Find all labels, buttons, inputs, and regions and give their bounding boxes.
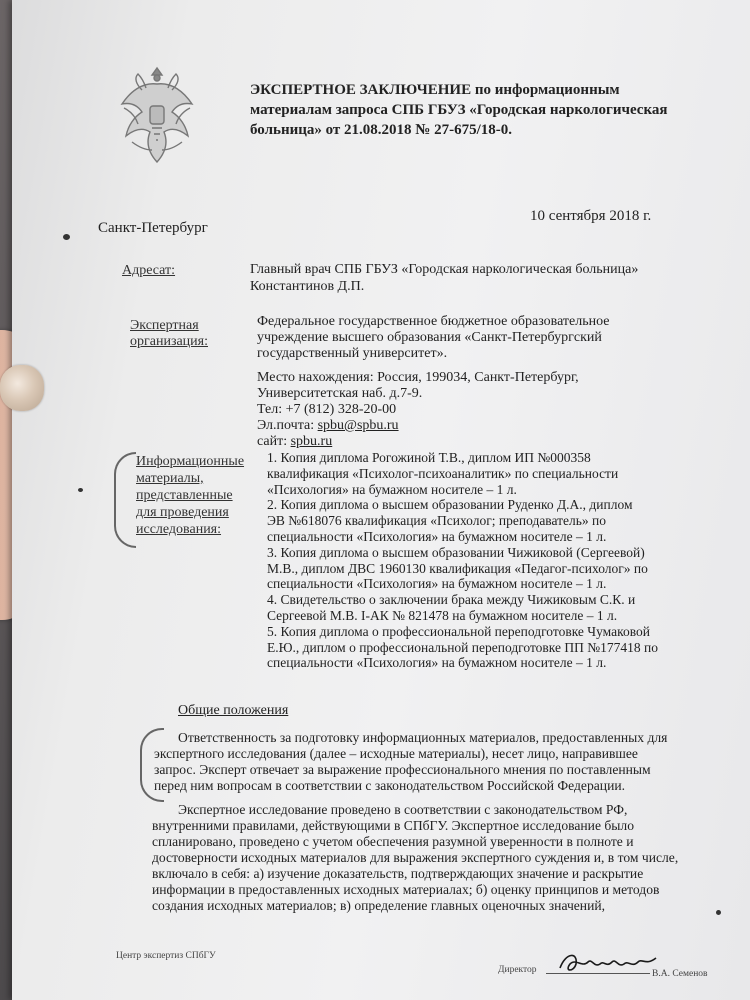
date: 10 сентября 2018 г. <box>530 208 652 224</box>
materials-line: 1. Копия диплома Рогожиной Т.В., диплом ИП №000358 <box>267 450 591 465</box>
organization-phone: Тел: +7 (812) 328-20-00 <box>257 402 397 417</box>
materials-line: квалификация «Психолог-психоаналитик» по специальности <box>267 465 619 481</box>
organization-line2: учреждение высшего образования «Санкт-Петербургский <box>257 330 602 345</box>
para1-line: перед ним вопросам в соответствии с законодательством Российской Федерации. <box>154 778 626 793</box>
title-line3: больница» от 21.08.2018 № 27-675/18-0. <box>250 122 513 138</box>
footer-director-label: Директор <box>498 965 537 975</box>
pencil-bracket-materials <box>114 452 136 548</box>
organization-address-line1: Место нахождения: Россия, 199034, Санкт-Петербург, <box>257 370 579 385</box>
site-label: сайт: <box>257 434 291 449</box>
place: Санкт-Петербург <box>98 220 208 236</box>
site-link[interactable]: spbu.ru <box>290 434 333 449</box>
organization-site-row <box>257 434 332 450</box>
document-title <box>250 80 668 140</box>
title-line1-rest: по информационным <box>471 82 620 98</box>
para2-line: внутренними правилами, действующими в СПбГУ. Экспертное исследование было <box>152 818 635 833</box>
para2-line: достоверности исходных материалов для выражения экспертного суждения и, в том числе, <box>152 850 679 865</box>
para1-line: экспертного исследования (далее – исходные материалы), несет лицо, направившее <box>154 746 638 761</box>
materials-line: Е.Ю., диплом о профессиональной переподготовке ПП №177418 по <box>267 639 658 655</box>
document-sheet <box>12 0 750 1000</box>
email-label: Эл.почта: <box>257 418 318 433</box>
materials-line: М.В., диплом ДВС 1960130 квалификация «Педагог-психолог» по <box>267 560 648 576</box>
materials-label-line2: материалы, <box>136 471 204 486</box>
addressee-label: Адресат: <box>122 263 176 278</box>
general-heading: Общие положения <box>178 703 289 718</box>
para2-line: спланировано, проведено с учетом обеспечения разумной уверенности в полноте и <box>152 834 634 849</box>
organization-label-line2: организация: <box>130 334 208 349</box>
materials-line: 5. Копия диплома о профессиональной переподготовке Чумаковой <box>267 623 650 639</box>
organization-label-line1: Экспертная <box>130 318 199 333</box>
title-line2: материалам запроса СПБ ГБУЗ «Городская наркологическая <box>250 102 668 118</box>
materials-line: специальности «Психология» на бумажном носителе – 1 л. <box>267 528 607 544</box>
materials-label-line3: представленные <box>136 488 233 503</box>
organization-line3: государственный университет». <box>257 346 448 361</box>
para2-line: включало в себя: а) изучение доказательств, подтверждающих значение и раскрытие <box>152 866 644 881</box>
materials-label-line1: Информационные <box>136 454 245 469</box>
footer-center: Центр экспертиз СПбГУ <box>116 951 216 961</box>
organization-line1: Федеральное государственное бюджетное образовательное <box>257 314 610 329</box>
ink-speck <box>63 234 70 240</box>
footer-director-name: В.А. Семенов <box>652 969 708 979</box>
fingernail <box>0 365 44 411</box>
materials-line: 3. Копия диплома о высшем образовании Чижиковой (Сергеевой) <box>267 544 645 560</box>
para2-line: информации в предоставленных исходных материалах; б) оценку принципов и методов <box>152 882 660 897</box>
materials-line: специальности «Психология» на бумажном носителе – 1 л. <box>267 576 607 592</box>
materials-line: ЭВ №618076 квалификация «Психолог; преподаватель» по <box>267 513 607 529</box>
materials-list <box>267 450 707 671</box>
addressee-line2: Константинов Д.П. <box>250 279 365 294</box>
materials-line: Сергеевой М.В. I-АК № 821478 на бумажном носителе – 1 л. <box>267 607 618 623</box>
materials-line: 2. Копия диплома о высшем образовании Руденко Д.А., диплом <box>267 497 633 513</box>
email-link[interactable]: spbu@spbu.ru <box>317 418 399 433</box>
ink-speck <box>716 910 721 915</box>
para2-line: Экспертное исследование проведено в соответствии с законодательством РФ, <box>178 802 628 817</box>
materials-line: специальности «Психология» на бумажном носителе – 1 л. <box>267 655 607 671</box>
organization-email-row <box>257 418 399 434</box>
materials-line: «Психология» на бумажном носителе – 1 л. <box>267 481 517 497</box>
ink-speck <box>78 488 83 492</box>
addressee-line1: Главный врач СПБ ГБУЗ «Городская наркологическая больница» <box>250 262 639 277</box>
para2-line: создания исходных материалов; в) определение главных оценочных значений, <box>152 898 606 913</box>
para1-line: запрос. Эксперт отвечает за выражение профессионального мнения по поставленным <box>154 762 651 777</box>
materials-line: 4. Свидетельство о заключении брака между Чижиковым С.К. и <box>267 592 636 608</box>
organization-address-line2: Университетская наб. д.7-9. <box>257 386 423 401</box>
materials-label-line4: для проведения <box>136 505 229 520</box>
double-headed-eagle-emblem <box>112 62 202 167</box>
title-bold: ЭКСПЕРТНОЕ ЗАКЛЮЧЕНИЕ <box>250 82 472 98</box>
handwritten-signature <box>556 946 660 978</box>
para1-line: Ответственность за подготовку информационных материалов, предоставленных для <box>178 730 668 745</box>
materials-label-line5: исследования: <box>136 522 222 537</box>
